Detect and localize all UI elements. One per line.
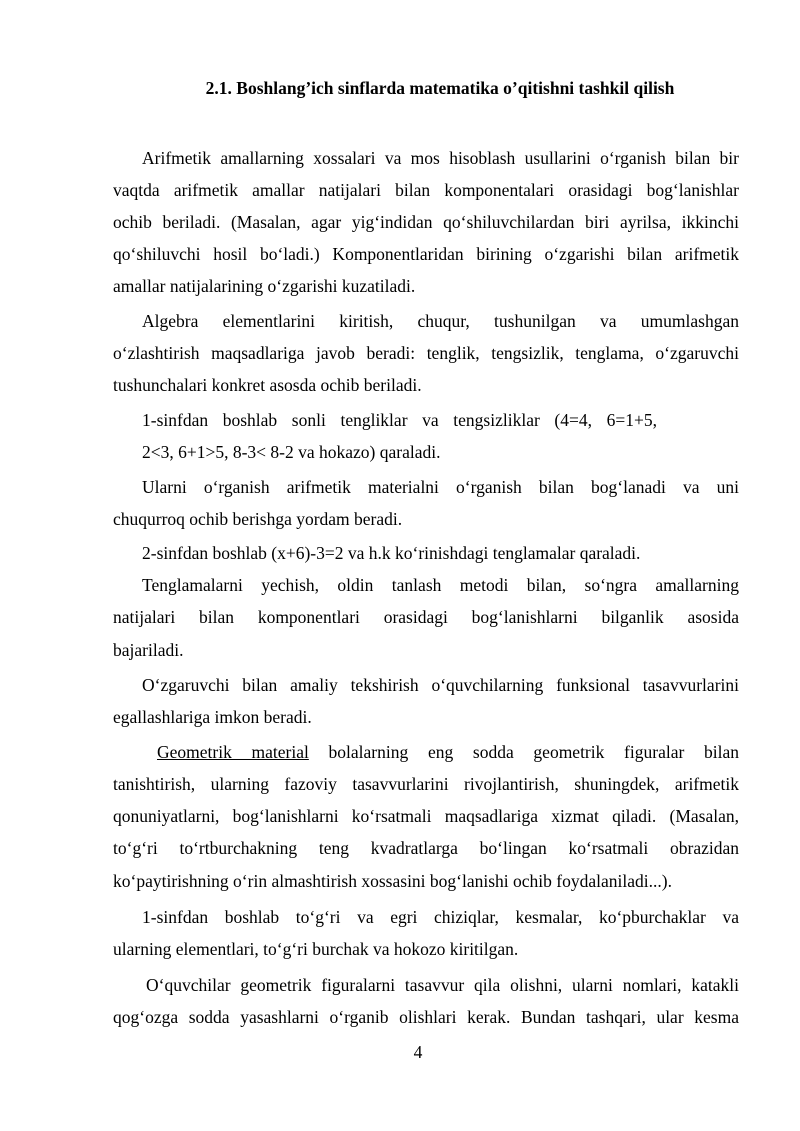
text-line: tanishtirish, ularning fazoviy tasavvurlarini rivojlantirish, shuningdek, arifmetik [113,774,739,794]
text-line: o‘zlashtirish maqsadlariga javob beradi: tenglik, tengsizlik, tenglama, o‘zgaruvchi [113,343,739,363]
text-line: egallashlariga imkon beradi. [113,707,312,727]
text-line: O‘quvchilar geometrik figuralarni tasavvur qila olishni, ularni nomlari, katakli [146,975,739,995]
text-line: ko‘paytirishning o‘rin almashtirish xossasini bog‘lanishi ochib foydalaniladi...). [113,871,672,891]
text-line: O‘zgaruvchi bilan amaliy tekshirish o‘quvchilarning funksional tasavvurlarini [142,675,739,695]
text-line: qo‘shiluvchi hosil bo‘ladi.) Komponentlaridan birining o‘zgarishi bilan arifmetik [113,244,739,264]
text-line: to‘g‘ri to‘rtburchakning teng kvadratlarga bo‘lingan ko‘rsatmali obrazidan [113,838,739,858]
text-line: 1-sinfdan boshlab sonli tengliklar va tengsizliklar (4=4, 6=1+5, [142,410,657,430]
text-line: 2-sinfdan boshlab (x+6)-3=2 va h.k ko‘rinishdagi tenglamalar qaraladi. [142,543,641,563]
text-line [157,740,739,764]
text-line: ochib beriladi. (Masalan, agar yig‘indidan qo‘shiluvchilardan biri ayrilsa, ikkinchi [113,212,739,232]
text-line: amallar natijalarining o‘zgarishi kuzatiladi. [113,276,416,296]
text-line: natijalari bilan komponentlari orasidagi bog‘lanishlarni bilganlik asosida [113,607,739,627]
text-line: qog‘ozga sodda yasashlarni o‘rganib olishlari kerak. Bundan tashqari, ular kesma [113,1007,739,1027]
text-line: qonuniyatlarni, bog‘lanishlarni ko‘rsatmali maqsadlariga xizmat qiladi. (Masalan, [113,806,739,826]
text-line: ularning elementlari, to‘g‘ri burchak va hokozo kiritilgan. [113,939,519,959]
text-line: 2<3, 6+1>5, 8-3< 8-2 va hokazo) qaraladi. [142,442,441,462]
page-number: 4 [413,1042,423,1062]
text-line: bajariladi. [113,640,184,660]
text-line: tushunchalari konkret asosda ochib beriladi. [113,375,422,395]
text-line: Algebra elementlarini kiritish, chuqur, tushunilgan va umumlashgan [142,311,739,331]
text-line: chuqurroq ochib berishga yordam beradi. [113,509,403,529]
section-title: 2.1. Boshlang’ich sinflarda matematika o’qitishni tashkil qilish [205,78,675,98]
text-line: Ularni o‘rganish arifmetik materialni o‘rganish bilan bog‘lanadi va uni [142,477,739,497]
text-segment: bolalarning eng sodda geometrik figuralar bilan [308,742,739,762]
text-line: vaqtda arifmetik amallar natijalari bilan komponentalari orasidagi bog‘lanishlar [113,180,739,200]
text-line: 1-sinfdan boshlab to‘g‘ri va egri chiziqlar, kesmalar, ko‘pburchaklar va [142,907,739,927]
geometrik-material-link[interactable]: Geometrik material [157,742,309,762]
text-line: Arifmetik amallarning xossalari va mos hisoblash usullarini o‘rganish bilan bir [142,148,739,168]
text-line: Tenglamalarni yechish, oldin tanlash metodi bilan, so‘ngra amallarning [142,575,739,595]
